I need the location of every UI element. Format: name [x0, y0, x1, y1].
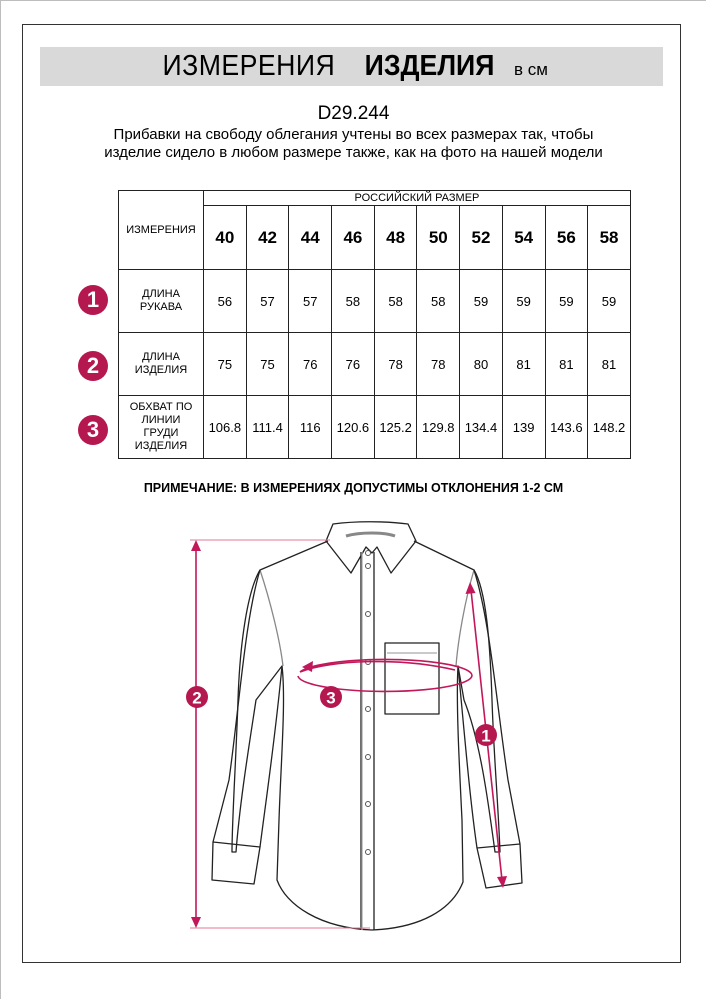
table-cell: 59: [545, 270, 588, 333]
button-icon: [366, 707, 371, 712]
marker-1-badge: 1: [78, 285, 108, 315]
table-cell: 75: [204, 333, 247, 396]
table-cell: 129.8: [417, 396, 460, 459]
chest-pocket: [385, 643, 439, 714]
size-header-52: 52: [460, 206, 503, 270]
table-cell: 111.4: [246, 396, 289, 459]
table-cell: 57: [246, 270, 289, 333]
table-cell: 81: [588, 333, 631, 396]
table-cell: 148.2: [588, 396, 631, 459]
row-label-line: ИЗДЕЛИЯ: [134, 364, 188, 376]
button-icon: [366, 850, 371, 855]
diagram-markers: [186, 686, 497, 746]
button-icon: [366, 755, 371, 760]
table-cell: 81: [545, 333, 588, 396]
button-icon: [366, 564, 371, 569]
row-label-line: ЛИНИИ: [141, 414, 181, 426]
right-armhole-seam: [456, 570, 474, 666]
size-header-58: 58: [588, 206, 631, 270]
left-armhole-seam: [260, 570, 283, 666]
table-cell: 59: [460, 270, 503, 333]
size-header-54: 54: [502, 206, 545, 270]
table-cell: 76: [332, 333, 375, 396]
size-header-50: 50: [417, 206, 460, 270]
row-label-line: ДЛИНА: [142, 288, 180, 300]
marker-2-badge: 2: [78, 351, 108, 381]
title-unit: в см: [513, 59, 548, 79]
title-bold: ИЗДЕЛИЯ: [364, 50, 495, 82]
table-cell: 58: [332, 270, 375, 333]
marker-2-label: 2: [192, 688, 202, 708]
row-label-line: ОБХВАТ ПО: [129, 401, 193, 413]
table-cell: 75: [246, 333, 289, 396]
table-cell: 125.2: [374, 396, 417, 459]
size-header-40: 40: [204, 206, 247, 270]
collar-band: [346, 533, 395, 536]
tolerance-note: ПРИМЕЧАНИЕ: В ИЗМЕРЕНИЯХ ДОПУСТИМЫ ОТКЛОНЕНИЯ 1-2 СМ: [143, 481, 564, 495]
button-icon: [366, 802, 371, 807]
row-label-line: РУКАВА: [139, 301, 183, 313]
table-cell: 59: [502, 270, 545, 333]
placket: [361, 552, 374, 930]
row-label-line: ГРУДИ: [143, 427, 179, 439]
table-cell: 139: [502, 396, 545, 459]
size-header-48: 48: [374, 206, 417, 270]
table-cell: 58: [417, 270, 460, 333]
fit-description: Прибавки на свободу облегания учтены во всех размерах так, чтобы изделие сидело в любом размере также, как на фото на нашей модели: [104, 126, 603, 161]
table-cell: 81: [502, 333, 545, 396]
collar: [326, 522, 416, 573]
table-cell: 106.8: [204, 396, 247, 459]
size-header-46: 46: [332, 206, 375, 270]
arrow-up-icon: [191, 540, 201, 551]
size-header-56: 56: [545, 206, 588, 270]
measurements-header: ИЗМЕРЕНИЯ: [119, 191, 204, 270]
table-cell: 80: [460, 333, 503, 396]
table-cell: 134.4: [460, 396, 503, 459]
table-cell: 78: [417, 333, 460, 396]
marker-3-label: 3: [326, 688, 336, 708]
table-cell: 76: [289, 333, 332, 396]
row-label-line: ДЛИНА: [142, 351, 180, 363]
table-cell: 78: [374, 333, 417, 396]
table-cell: 56: [204, 270, 247, 333]
arrow-down-icon: [191, 917, 201, 928]
table-cell: 116: [289, 396, 332, 459]
marker-3-badge: 3: [78, 415, 108, 445]
arrow-up-icon: [466, 582, 476, 594]
button-icon: [366, 612, 371, 617]
size-group-header: РОССИЙСКИЙ РАЗМЕР: [204, 191, 631, 206]
table-cell: 59: [588, 270, 631, 333]
table-cell: 58: [374, 270, 417, 333]
table-cell: 57: [289, 270, 332, 333]
title-regular: ИЗМЕРЕНИЯ: [162, 50, 336, 82]
size-header-42: 42: [246, 206, 289, 270]
table-cell: 143.6: [545, 396, 588, 459]
marker-1-label: 1: [481, 726, 491, 746]
article-number: D29.244: [317, 103, 390, 124]
row-label-line: ИЗДЕЛИЯ: [134, 440, 188, 452]
shirt-body-outline: [232, 541, 500, 930]
table-cell: 120.6: [332, 396, 375, 459]
size-header-44: 44: [289, 206, 332, 270]
button-icon: [366, 551, 371, 556]
